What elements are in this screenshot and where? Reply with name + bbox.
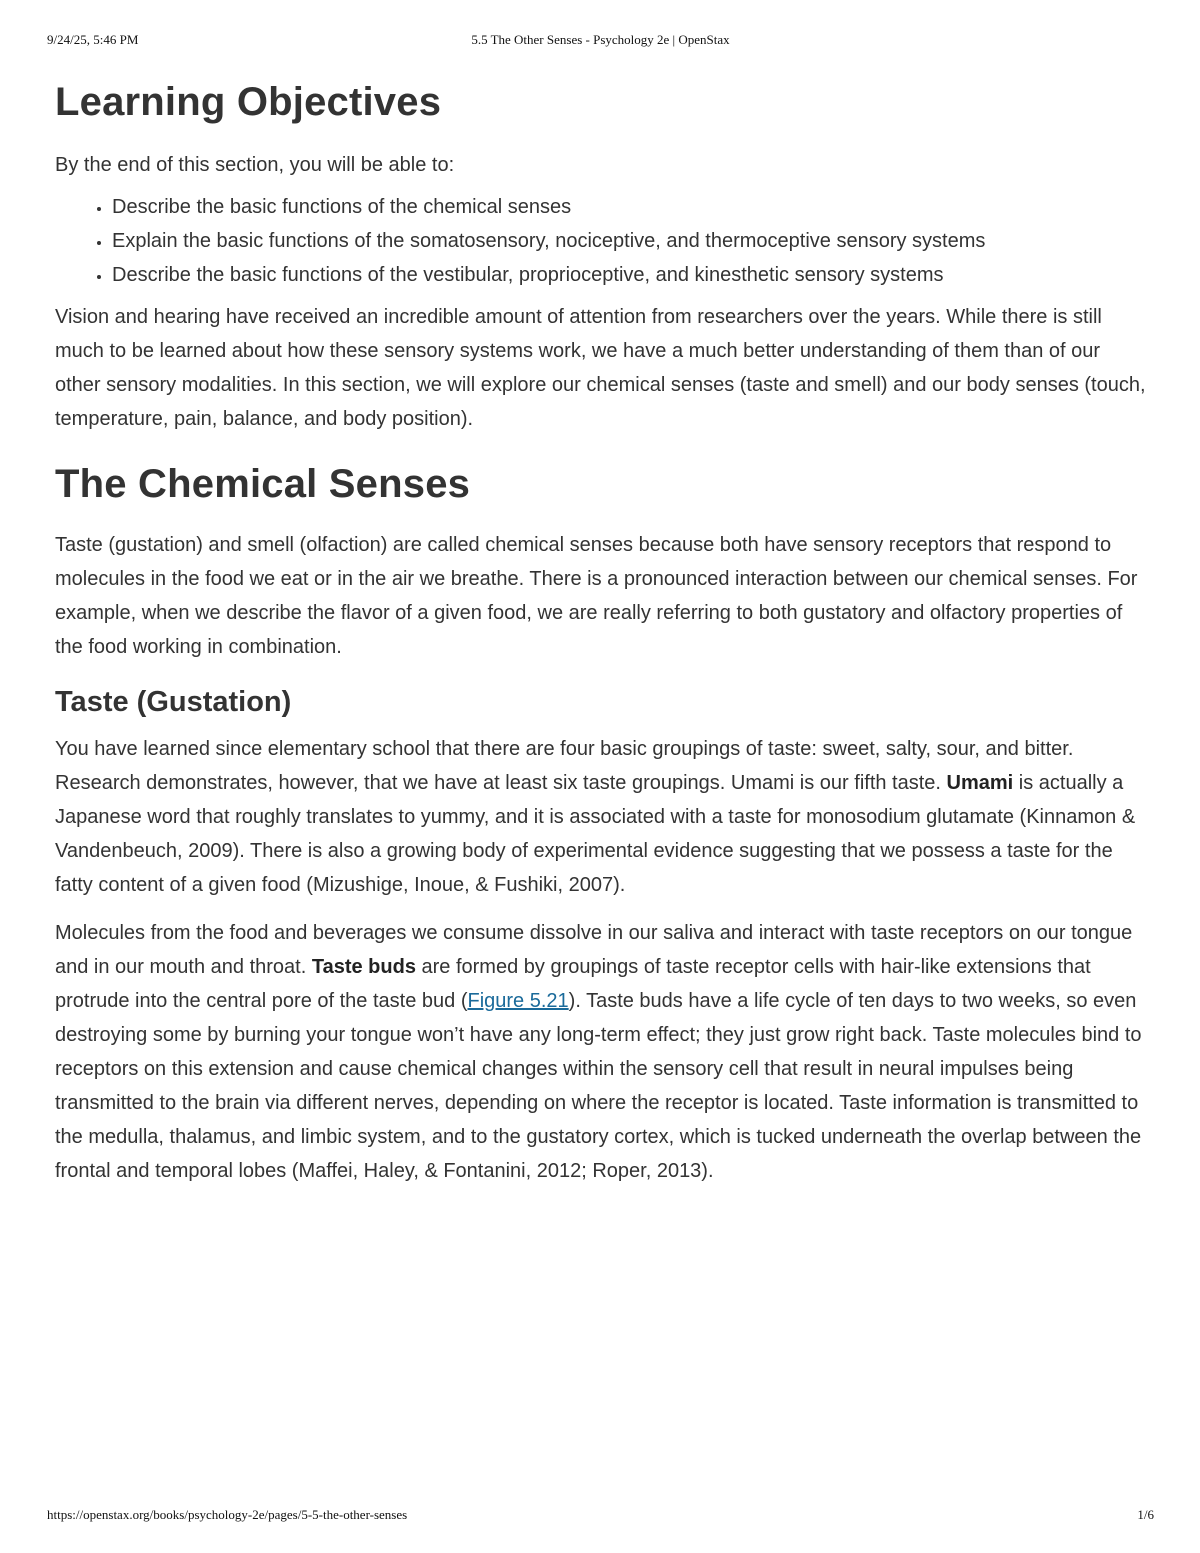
key-term-umami: Umami [946, 772, 1014, 794]
learning-objectives-heading: Learning Objectives [55, 80, 442, 124]
figure-link[interactable]: Figure 5.21 [467, 990, 569, 1012]
text-run: ). Taste buds have a life cycle of ten days to two weeks, so even destroying some by burning your tongue won’t have any long-term effect; they just grow right back. Taste molecules bind to receptors on this extension and cause chemical changes within the sensory cell that result in neural impulses being transmitted to the brain via different nerves, depending on where the receptor is located. Taste information is transmitted to the medulla, thalamus, and limbic system, and to the gustatory cortex, which is tucked underneath the overlap between the frontal and temporal lobes (Maffei, Haley, & Fontanini, 2012; Roper, 2013). [55, 990, 1142, 1182]
taste-heading: Taste (Gustation) [55, 686, 292, 718]
learning-objectives-section [55, 76, 1150, 436]
print-footer [47, 1507, 1154, 1525]
print-datetime: 9/24/25, 5:46 PM [47, 32, 139, 47]
objective-item: • Describe the basic functions of the vestibular, proprioceptive, and kinesthetic sensory systems [112, 258, 1150, 292]
print-url: https://openstax.org/books/psychology-2e/pages/5-5-the-other-senses [47, 1507, 408, 1522]
objectives-intro: By the end of this section, you will be able to: [55, 154, 455, 176]
print-page-number: 1/6 [1137, 1507, 1154, 1522]
chemical-senses-heading: The Chemical Senses [55, 462, 471, 506]
objective-item: • Explain the basic functions of the somatosensory, nociceptive, and thermoceptive sensory systems [112, 224, 1150, 258]
text-run: Molecules from the food and beverages we consume dissolve in our saliva and interact with taste receptors on our tongue and in our mouth and throat. [55, 922, 1133, 978]
taste-paragraph-1 [55, 732, 1150, 902]
taste-paragraph-2 [55, 916, 1150, 1188]
key-term-taste-buds: Taste buds [311, 956, 416, 978]
chemical-senses-section [55, 458, 1150, 664]
text-run: You have learned since elementary school that there are four basic groupings of taste: sweet, salty, sour, and bitter. Research demonstrates, however, that we have at least six taste groupings. Umami is our fifth taste. [55, 738, 1074, 794]
text-run: is actually a Japanese word that roughly translates to yummy, and it is associated with a taste for monosodium glutamate (Kinnamon & Vandenbeuch, 2009). There is also a growing body of experimental evidence suggesting that we possess a taste for the fatty content of a given food (Mizushige, Inoue, & Fushiki, 2007). [55, 772, 1136, 896]
objectives-list [55, 190, 1150, 292]
taste-section [55, 682, 1150, 1188]
page-content [55, 76, 1150, 1188]
print-page-title: 5.5 The Other Senses - Psychology 2e | OpenStax [471, 32, 730, 47]
intro-paragraph: Vision and hearing have received an incredible amount of attention from researchers over the years. While there is still much to be learned about how these sensory systems work, we have a much better understanding of them than of our other sensory modalities. In this section, we will explore our chemical senses (taste and smell) and our body senses (touch, temperature, pain, balance, and body position). [55, 306, 1146, 430]
chemical-senses-paragraph: Taste (gustation) and smell (olfaction) are called chemical senses because both have sensory receptors that respond to molecules in the food we eat or in the air we breathe. There is a pronounced interaction between our chemical senses. For example, when we describe the flavor of a given food, we are really referring to both gustatory and olfactory properties of the food working in combination. [55, 534, 1138, 658]
text-run: are formed by groupings of taste receptor cells with hair-like extensions that protrude into the central pore of the taste bud ( [55, 956, 1091, 1012]
objective-item: • Describe the basic functions of the chemical senses [112, 190, 1150, 224]
print-header [47, 32, 1154, 50]
